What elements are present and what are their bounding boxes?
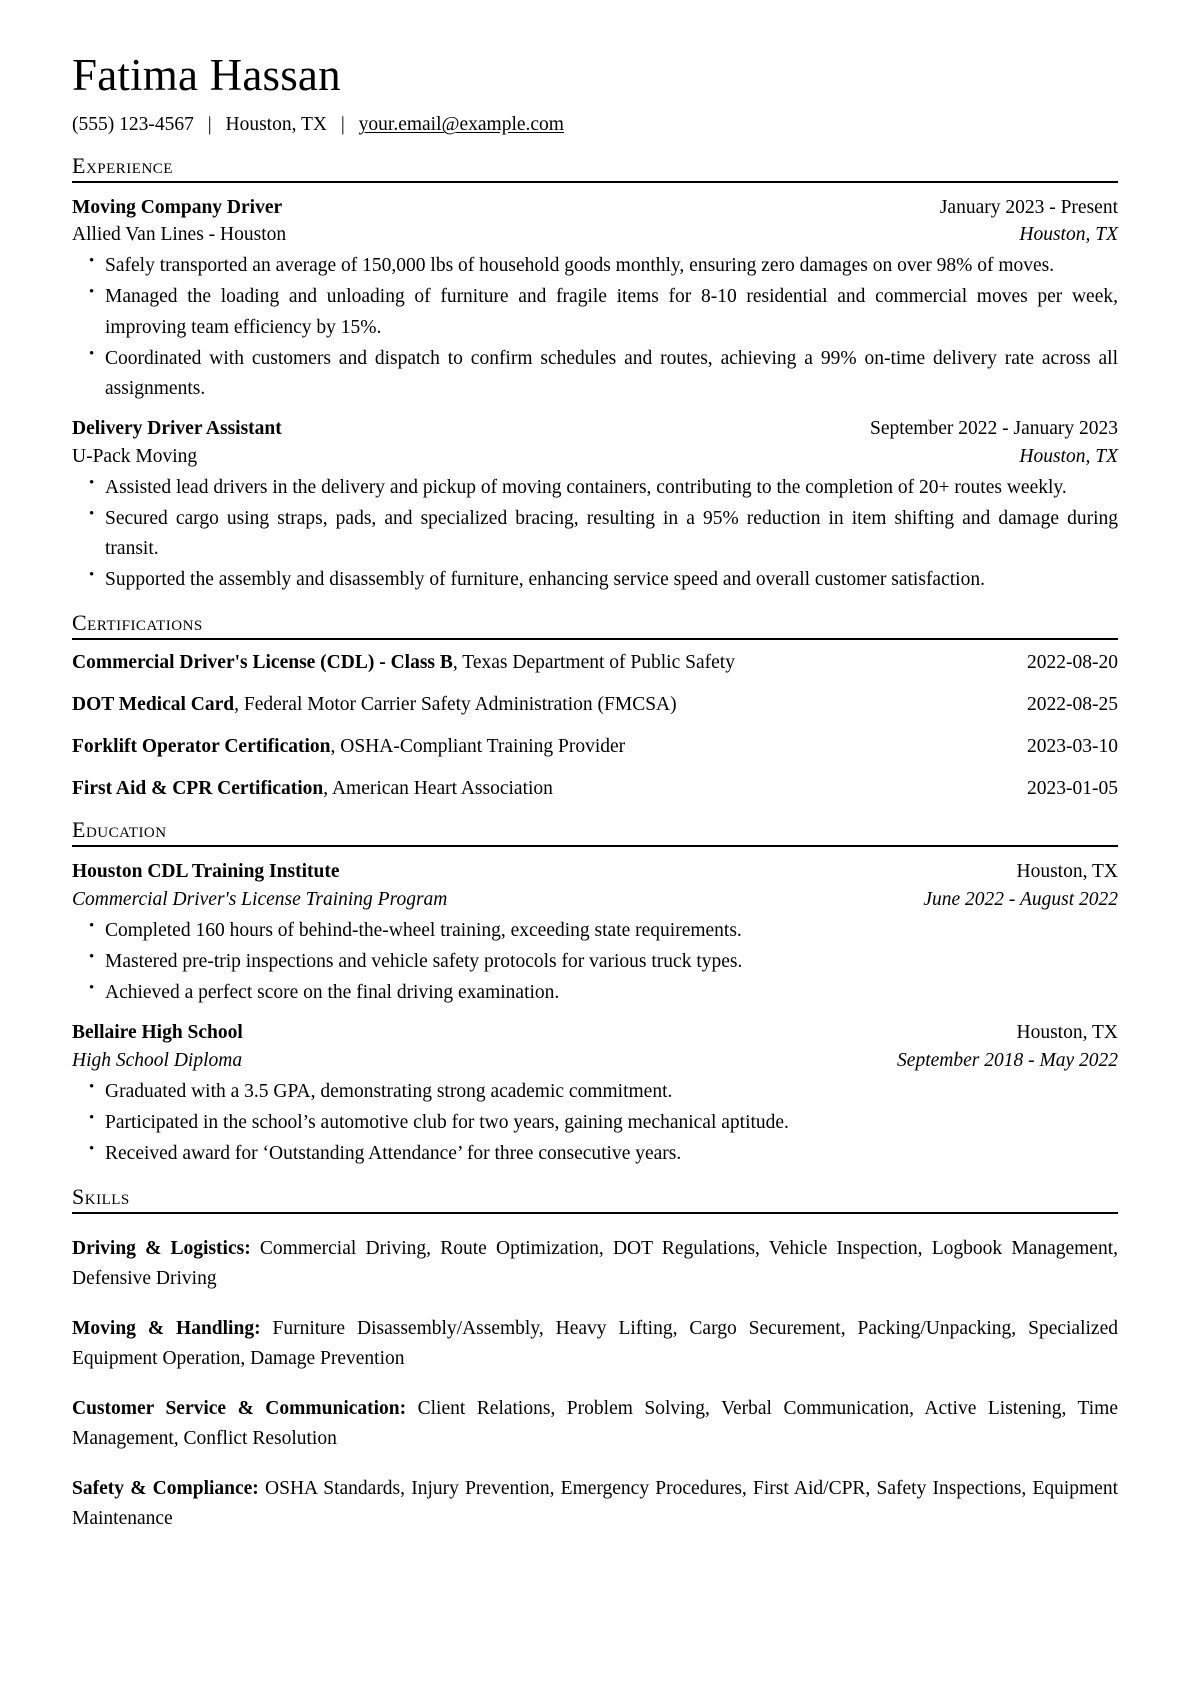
education-dates: September 2018 - May 2022 (897, 1049, 1118, 1071)
list-item: • Managed the loading and unloading of furniture and fragile items for 8-10 residential and commercial moves per week, improving team efficiency by 15%. (72, 282, 1118, 342)
degree-name: Commercial Driver's License Training Program (72, 888, 448, 910)
skill-category-label: Driving & Logistics: (72, 1237, 251, 1259)
job-bullet-list (72, 473, 1118, 596)
certifications-section-title: Certifications (72, 610, 203, 636)
list-item: • Mastered pre-trip inspections and vehicle safety protocols for various truck types. (72, 947, 1118, 977)
certification-text (72, 733, 1027, 761)
certification-date: 2023-03-10 (1027, 735, 1118, 757)
list-item: • Coordinated with customers and dispatch to confirm schedules and routes, achieving a 99% on-time delivery rate across all assignments. (72, 344, 1118, 404)
job-bullet-list (72, 251, 1118, 404)
skill-items: Commercial Driving, Route Optimization, DOT Regulations, Vehicle Inspection, Logbook Management, Defensive Driving (72, 1237, 1118, 1289)
list-item: • Achieved a perfect score on the final driving examination. (72, 978, 1118, 1008)
section-divider (72, 181, 1118, 183)
contact-separator-1: | (207, 114, 212, 136)
skill-group (72, 1314, 1118, 1374)
school-location: Houston, TX (1016, 861, 1118, 883)
experience-title-row (72, 415, 1118, 443)
certification-text (72, 649, 1027, 677)
certification-issuer: , Texas Department of Public Safety (452, 652, 735, 674)
education-bullet-list (72, 1077, 1118, 1170)
degree-name: High School Diploma (72, 1049, 243, 1071)
phone-number: (555) 123-4567 (72, 114, 194, 136)
school-location: Houston, TX (1016, 1022, 1118, 1044)
education-degree-row (72, 1047, 1118, 1075)
skill-category-label: Safety & Compliance: (72, 1477, 259, 1499)
list-item: • Assisted lead drivers in the delivery and pickup of moving containers, contributing to the completion of 20+ routes weekly. (72, 473, 1118, 503)
job-location: Houston, TX (1019, 445, 1118, 467)
job-dates: September 2022 - January 2023 (869, 418, 1118, 440)
education-section-title: Education (72, 817, 167, 843)
list-item: • Secured cargo using straps, pads, and specialized bracing, resulting in a 95% reduction in item shifting and damage during transit. (72, 504, 1118, 564)
resume-header (72, 50, 1118, 138)
certification-name: Forklift Operator Certification (72, 735, 331, 757)
certification-text (72, 691, 1027, 719)
contact-line (72, 112, 1118, 137)
certification-row (72, 733, 1118, 761)
certification-row (72, 691, 1118, 719)
section-divider (72, 1212, 1118, 1214)
education-dates: June 2022 - August 2022 (923, 888, 1118, 910)
school-name: Bellaire High School (72, 1022, 243, 1044)
list-item: • Received award for ‘Outstanding Attendance’ for three consecutive years. (72, 1139, 1118, 1169)
certification-date: 2022-08-25 (1027, 694, 1118, 716)
section-divider (72, 845, 1118, 847)
skill-category-label: Moving & Handling: (72, 1317, 261, 1339)
experience-section-title: Experience (72, 152, 173, 178)
list-item: • Participated in the school’s automotive club for two years, gaining mechanical aptitude. (72, 1108, 1118, 1138)
job-dates: January 2023 - Present (939, 196, 1118, 218)
contact-separator-2: | (340, 114, 345, 136)
certification-row (72, 775, 1118, 803)
certification-name: Commercial Driver's License (CDL) - Class B (72, 652, 453, 674)
experience-company-row (72, 443, 1118, 471)
certifications-section (72, 612, 1118, 802)
skill-items: Client Relations, Problem Solving, Verbal Communication, Active Listening, Time Management, Conflict Resolution (72, 1397, 1118, 1449)
education-school-row (72, 858, 1118, 886)
email-link[interactable]: your.email@example.com (358, 114, 564, 136)
certification-date: 2023-01-05 (1027, 777, 1118, 799)
list-item: • Safely transported an average of 150,000 lbs of household goods monthly, ensuring zero damages on over 98% of moves. (72, 251, 1118, 281)
job-title: Moving Company Driver (72, 196, 283, 218)
skill-category-label: Customer Service & Communication: (72, 1397, 407, 1419)
education-section (72, 819, 1118, 1169)
experience-company-row (72, 221, 1118, 249)
experience-title-row (72, 194, 1118, 222)
experience-entry (72, 194, 1118, 404)
certification-name: First Aid & CPR Certification (72, 777, 324, 799)
experience-entry (72, 415, 1118, 595)
candidate-name: Fatima Hassan (72, 50, 341, 100)
education-school-row (72, 1019, 1118, 1047)
skills-section-title: Skills (72, 1184, 130, 1210)
certification-date: 2022-08-20 (1027, 652, 1118, 674)
job-location: Houston, TX (1019, 224, 1118, 246)
education-degree-row (72, 886, 1118, 914)
education-bullet-list (72, 916, 1118, 1009)
skill-group (72, 1234, 1118, 1294)
certification-row (72, 649, 1118, 677)
skill-items: OSHA Standards, Injury Prevention, Emergency Procedures, First Aid/CPR, Safety Inspections, Equipment Maintenance (72, 1477, 1119, 1529)
education-entry (72, 1019, 1118, 1169)
school-name: Houston CDL Training Institute (72, 861, 340, 883)
list-item: • Supported the assembly and disassembly of furniture, enhancing service speed and overall customer satisfaction. (72, 565, 1118, 595)
list-item: • Graduated with a 3.5 GPA, demonstrating strong academic commitment. (72, 1077, 1118, 1107)
education-entry (72, 858, 1118, 1008)
certification-text (72, 775, 1027, 803)
company-name: Allied Van Lines - Houston (72, 224, 287, 246)
certification-name: DOT Medical Card (72, 694, 235, 716)
job-title: Delivery Driver Assistant (72, 418, 282, 440)
company-name: U-Pack Moving (72, 445, 198, 467)
experience-section (72, 152, 1118, 596)
certification-issuer: , Federal Motor Carrier Safety Administration (FMCSA) (234, 694, 677, 716)
skill-group (72, 1474, 1118, 1534)
skill-group (72, 1394, 1118, 1454)
skill-items: Furniture Disassembly/Assembly, Heavy Lifting, Cargo Securement, Packing/Unpacking, Specialized Equipment Operation, Damage Prevention (72, 1317, 1118, 1369)
certification-issuer: , American Heart Association (323, 777, 553, 799)
section-divider (72, 638, 1118, 640)
list-item: • Completed 160 hours of behind-the-wheel training, exceeding state requirements. (72, 916, 1118, 946)
certification-issuer: , OSHA-Compliant Training Provider (330, 735, 626, 757)
location-text: Houston, TX (225, 114, 327, 136)
skills-section (72, 1186, 1118, 1534)
